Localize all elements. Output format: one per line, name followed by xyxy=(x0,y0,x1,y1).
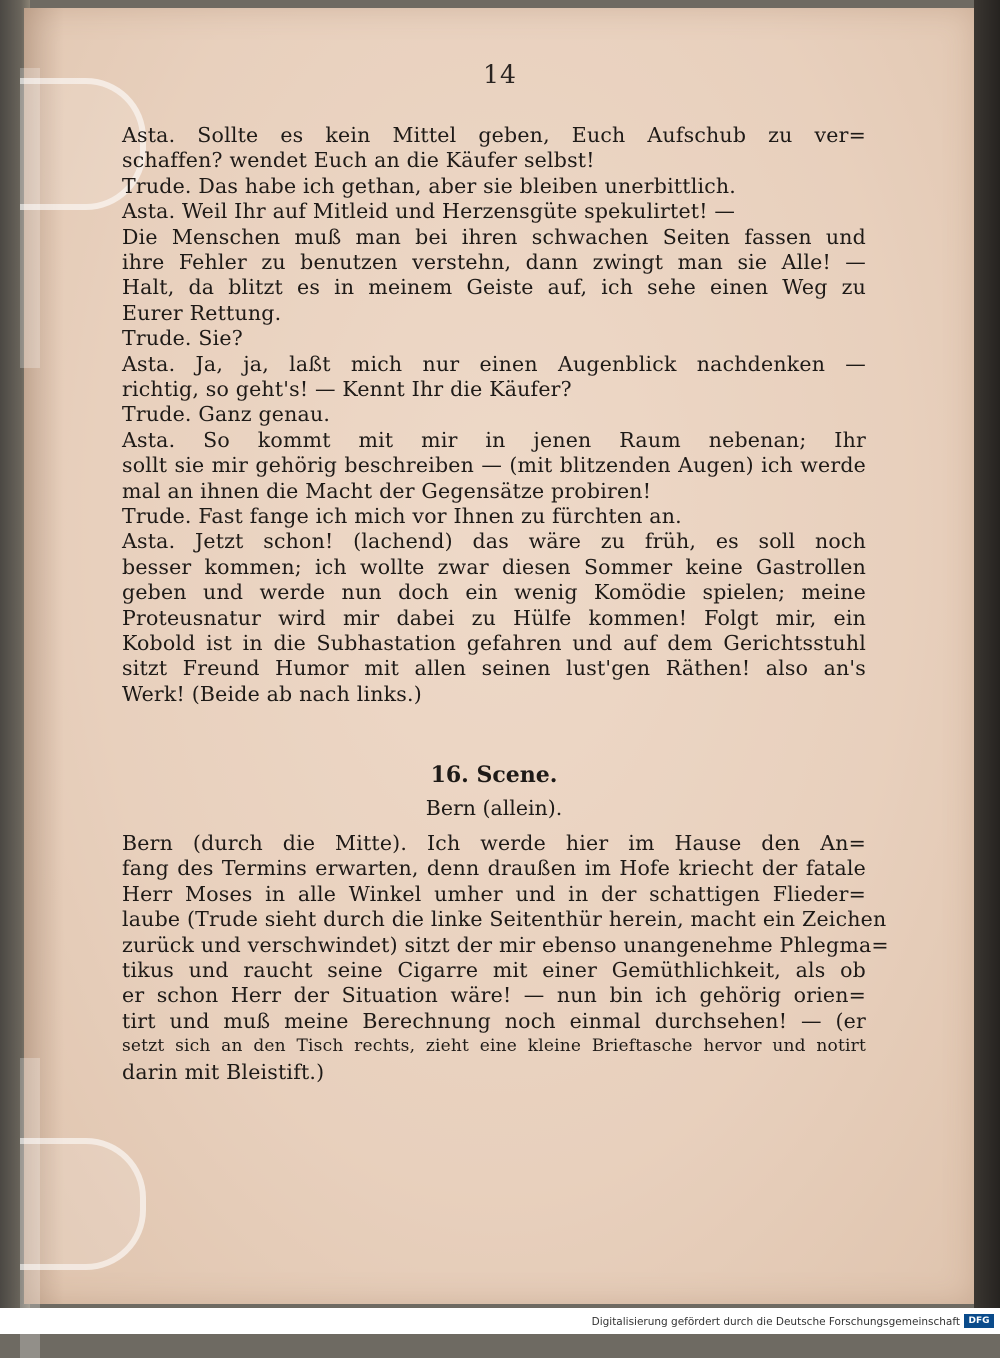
text-line: er schon Herr der Situation wäre! — nun bin ich gehörig orien= xyxy=(122,983,866,1008)
text-line: zurück und verschwindet) sitzt der mir ebenso unangenehme Phlegma= xyxy=(122,932,889,957)
text-line: Herr Moses in alle Winkel umher und in der schattigen Flieder= xyxy=(122,881,866,906)
text-line: schaffen? wendet Euch an die Käufer selbst! xyxy=(122,148,595,173)
text-line: Trude. Ganz genau. xyxy=(122,402,331,427)
text-line: sitzt Freund Humor mit allen seinen lust'gen Räthen! also an's xyxy=(122,656,866,681)
text-line: sollt sie mir gehörig beschreiben — (mit blitzenden Augen) ich werde xyxy=(122,453,866,478)
text-line: Halt, da blitzt es in meinem Geiste auf, ich sehe einen Weg zu xyxy=(122,275,866,300)
text-line: fang des Termins erwarten, denn draußen im Hofe kriecht der fatale xyxy=(122,856,866,881)
text-line: geben und werde nun doch ein wenig Komödie spielen; meine xyxy=(122,580,866,605)
text-line: setzt sich an den Tisch rechts, zieht eine kleine Brieftasche hervor und notirt xyxy=(122,1036,866,1057)
text-line: Kobold ist in die Subhastation gefahren und auf dem Gerichtsstuhl xyxy=(122,631,866,655)
text-line: Trude. Das habe ich gethan, aber sie bleiben unerbittlich. xyxy=(122,173,737,198)
text-line: Asta. Jetzt schon! (lachend) das wäre zu früh, es soll noch xyxy=(122,529,866,554)
text-line: darin mit Bleistift.) xyxy=(122,1059,325,1084)
text-line: Asta. Ja, ja, laßt mich nur einen Augenblick nachdenken — xyxy=(122,351,866,376)
text-line: Eurer Rettung. xyxy=(122,300,282,325)
text-line: besser kommen; ich wollte zwar diesen Sommer keine Gastrollen xyxy=(122,554,866,579)
plastic-clip-bottom xyxy=(20,1138,146,1270)
scene-header xyxy=(122,762,866,822)
text-line: tirt und muß meine Berechnung noch einmal durchsehen! — (er xyxy=(122,1008,866,1033)
text-line: Asta. Weil Ihr auf Mitleid und Herzensgüte spekulirtet! — xyxy=(122,199,736,224)
text-line: Bern (durch die Mitte). Ich werde hier im Hause den An= xyxy=(122,831,866,855)
page-number: 14 xyxy=(483,60,517,89)
footer-credit: Digitalisierung gefördert durch die Deutsche Forschungsgemeinschaft xyxy=(591,1316,960,1328)
text-line: Trude. Fast fange ich mich vor Ihnen zu fürchten an. xyxy=(122,504,682,528)
scene-heading: 16. Scene. xyxy=(430,762,558,788)
text-line: Trude. Sie? xyxy=(122,326,243,351)
text-line: Proteusnatur wird mir dabei zu Hülfe kommen! Folgt mir, ein xyxy=(122,605,866,630)
text-line: Werk! (Beide ab nach links.) xyxy=(122,681,422,706)
scene-subheading: Bern (allein). xyxy=(425,796,563,820)
text-line: mal an ihnen die Macht der Gegensätze probiren! xyxy=(122,478,652,503)
text-line: Die Menschen muß man bei ihren schwachen Seiten fassen und xyxy=(122,224,866,249)
text-line: ihre Fehler zu benutzen verstehn, dann zwingt man sie Alle! — xyxy=(122,250,866,274)
text-line: Asta. So kommt mit mir in jenen Raum nebenan; Ihr xyxy=(122,427,866,452)
text-line: Asta. Sollte es kein Mittel geben, Euch Aufschub zu ver= xyxy=(122,123,866,147)
scan-border-right xyxy=(974,0,1000,1334)
text-line: richtig, so geht's! — Kennt Ihr die Käufer? xyxy=(122,377,572,401)
dfg-logo: DFG xyxy=(964,1314,994,1328)
text-line: tikus und raucht seine Cigarre mit einer Gemüthlichkeit, als ob xyxy=(122,958,866,982)
text-line: laube (Trude sieht durch die linke Seitenthür herein, macht ein Zeichen xyxy=(122,907,887,932)
